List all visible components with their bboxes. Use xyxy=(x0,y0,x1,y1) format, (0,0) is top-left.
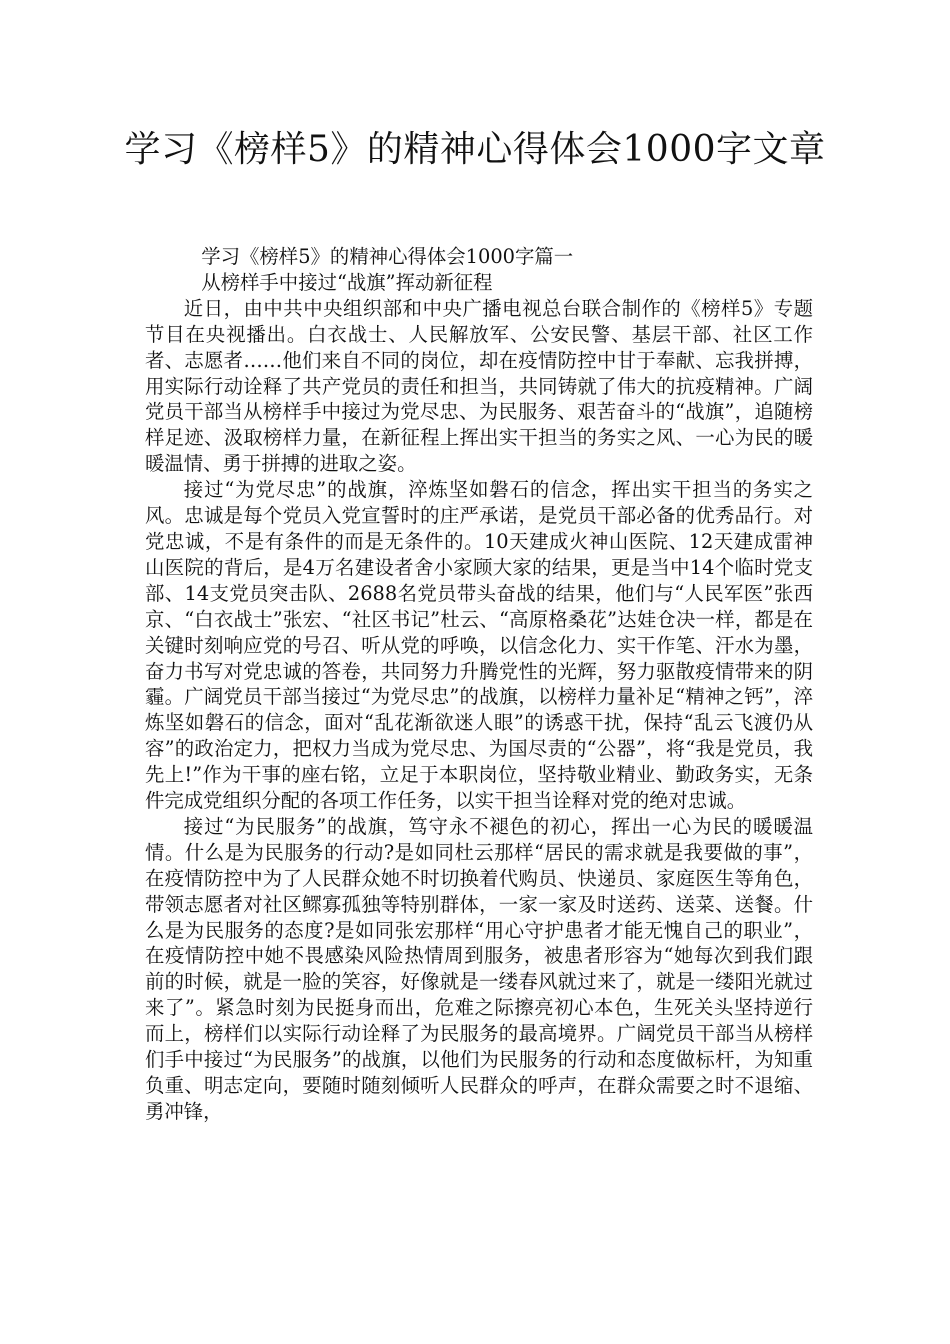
paragraph: 接过“为党尽忠”的战旗，淬炼坚如磐石的信念，挥出实干担当的务实之风。忠诚是每个党员入党宣誓时的庄严承诺，是党员干部必备的优秀品行。对党忠诚，不是有条件的而是无条件的。10天建成火神山医院、12天建成雷神山医院的背后，是4万名建设者舍小家顾大家的结果，更是当中14个临时党支部、14支党员突击队、2688名党员带头奋战的结果，他们与“人民军医”张西京、“白衣战士”张宏、“社区书记”杜云、“高原格桑花”达娃仓决一样，都是在关键时刻响应党的号召、听从党的呼唤，以信念化力、实干作笔、汗水为墨，奋力书写对党忠诚的答卷，共同努力升腾党性的光辉，努力驱散疫情带来的阴霾。广阔党员干部当接过“为党尽忠”的战旗，以榜样力量补足“精神之钙”，淬炼坚如磐石的信念，面对“乱花渐欲迷人眼”的诱惑干扰，保持“乱云飞渡仍从容”的政治定力，把权力当成为党尽忠、为国尽责的“公器”，将“我是党员，我先上!”作为干事的座右铭，立足于本职岗位，坚持敬业精业、勤政务实，无条件完成党组织分配的各项工作任务，以实干担当诠释对党的绝对忠诚。 xyxy=(145,478,813,813)
section-heading: 从榜样手中接过“战旗”挥动新征程 xyxy=(201,270,493,294)
paragraph: 接过“为民服务”的战旗，笃守永不褪色的初心，挥出一心为民的暖暖温情。什么是为民服务的行动?是如同杜云那样“居民的需求就是我要做的事”，在疫情防控中为了人民群众她不时切换着代购员、快递员、家庭医生等角色，带领志愿者对社区鳏寡孤独等特别群体，一家一家及时送药、送菜、送餐。什么是为民服务的态度?是如同张宏那样“用心守护患者才能无愧自己的职业”，在疫情防控中她不畏感染风险热情周到服务，被患者形容为“她每次到我们跟前的时候，就是一脸的笑容，好像就是一缕春风就过来了，就是一缕阳光就过来了”。紧急时刻为民挺身而出，危难之际擦亮初心本色，生死关头坚持逆行而上，榜样们以实际行动诠释了为民服务的最高境界。广阔党员干部当从榜样们手中接过“为民服务”的战旗，以他们为民服务的行动和态度做标杆，为知重负重、明志定向，要随时随刻倾听人民群众的呼声，在群众需要之时不退缩、勇冲锋， xyxy=(145,814,813,1123)
document-title: 学习《榜样5》的精神心得体会1000字文章 xyxy=(124,129,826,170)
document-subtitle: 学习《榜样5》的精神心得体会1000字篇一 xyxy=(201,245,574,268)
paragraph: 近日，由中共中央组织部和中央广播电视总台联合制作的《榜样5》专题节目在央视播出。白衣战士、人民解放军、公安民警、基层干部、社区工作者、志愿者……他们来自不同的岗位，却在疫情防控中甘于奉献、忘我拼搏，用实际行动诠释了共产党员的责任和担当，共同铸就了伟大的抗疫精神。广阔党员干部当从榜样手中接过为党尽忠、为民服务、艰苦奋斗的“战旗”，追随榜样足迹、汲取榜样力量，在新征程上挥出实干担当的务实之风、一心为民的暖暖温情、勇于拼搏的进取之姿。 xyxy=(145,296,813,476)
document-body xyxy=(145,244,813,1125)
